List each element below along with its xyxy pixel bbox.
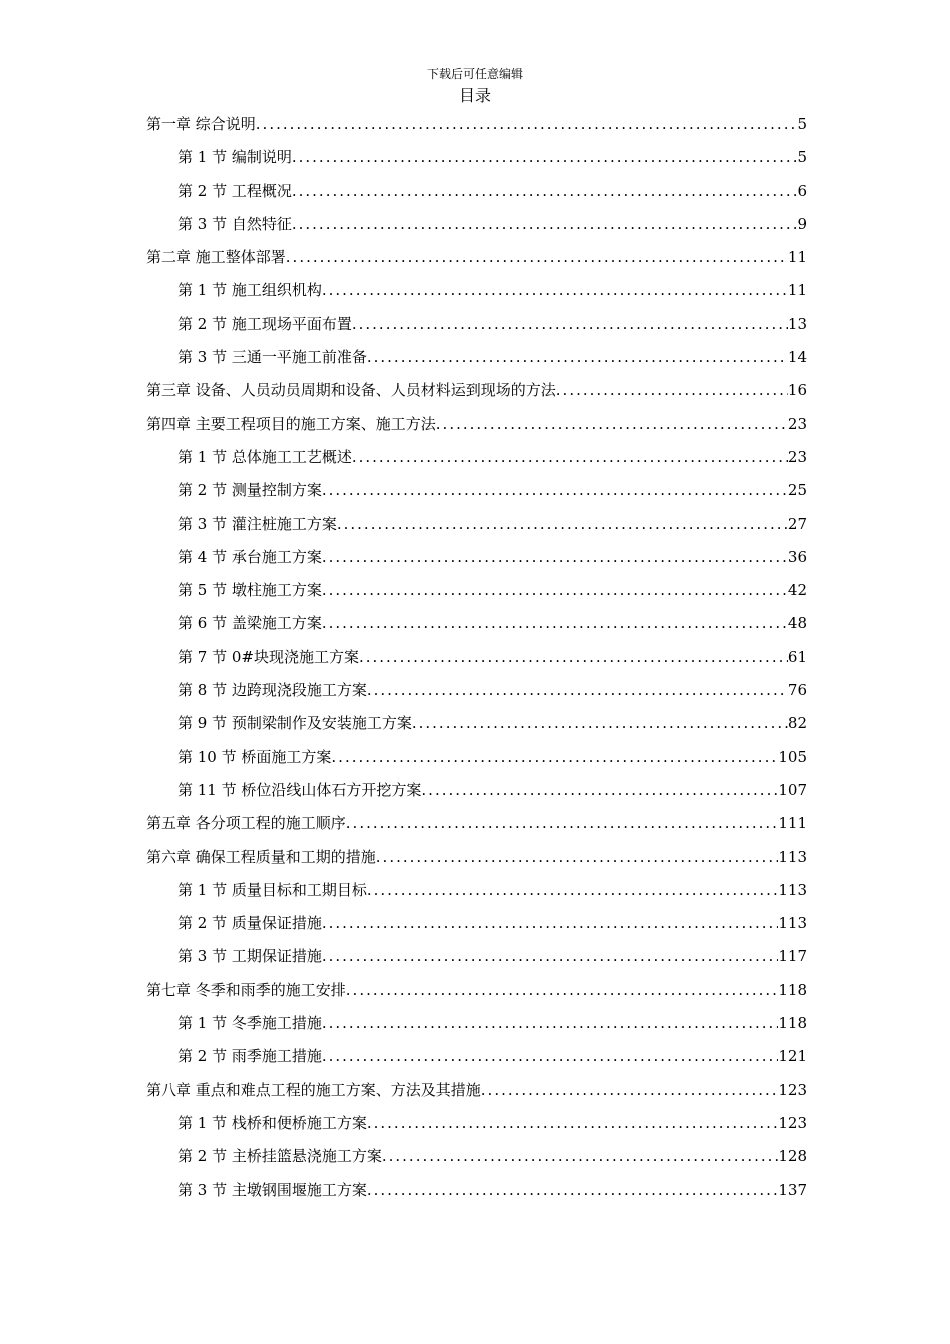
toc-section-entry[interactable] bbox=[146, 707, 807, 740]
toc-entry-page-number: 118 bbox=[778, 1014, 807, 1033]
dot-leader bbox=[367, 1174, 779, 1207]
dot-leader bbox=[421, 774, 778, 807]
toc-entry-label: 第 11 节 桥位沿线山体石方开挖方案 bbox=[178, 780, 422, 799]
toc-entry-page-number: 121 bbox=[778, 1047, 807, 1066]
toc-entry-page-number: 23 bbox=[787, 447, 807, 466]
dot-leader bbox=[346, 807, 779, 840]
dot-leader bbox=[322, 940, 779, 973]
toc-entry-label: 第 4 节 承台施工方案 bbox=[178, 547, 322, 566]
toc-chapter-entry[interactable] bbox=[146, 374, 807, 407]
dot-leader bbox=[376, 841, 779, 874]
dot-leader bbox=[292, 208, 798, 241]
toc-section-entry[interactable] bbox=[146, 274, 807, 307]
toc-entry-label: 第 3 节 三通一平施工前准备 bbox=[178, 348, 367, 367]
toc-entry-label: 第 1 节 施工组织机构 bbox=[178, 281, 322, 300]
toc-entry-page-number: 128 bbox=[778, 1147, 807, 1166]
toc-entry-page-number: 107 bbox=[778, 780, 807, 799]
toc-entry-page-number: 118 bbox=[778, 980, 807, 999]
toc-section-entry[interactable] bbox=[146, 1174, 807, 1207]
dot-leader bbox=[359, 641, 788, 674]
toc-entry-label: 第 3 节 工期保证措施 bbox=[178, 947, 322, 966]
dot-leader bbox=[322, 1040, 779, 1073]
dot-leader bbox=[352, 308, 788, 341]
toc-entry-label: 第 1 节 栈桥和便桥施工方案 bbox=[178, 1113, 367, 1132]
toc-section-entry[interactable] bbox=[146, 907, 807, 940]
toc-section-entry[interactable] bbox=[146, 607, 807, 640]
toc-entry-page-number: 123 bbox=[778, 1080, 807, 1099]
toc-entry-label: 第 3 节 主墩钢围堰施工方案 bbox=[178, 1180, 367, 1199]
toc-chapter-entry[interactable] bbox=[146, 1074, 807, 1107]
toc-entry-page-number: 9 bbox=[797, 214, 807, 233]
dot-leader bbox=[382, 1140, 779, 1173]
toc-section-entry[interactable] bbox=[146, 940, 807, 973]
toc-entry-page-number: 5 bbox=[797, 115, 807, 133]
dot-leader bbox=[331, 741, 778, 774]
toc-entry-page-number: 123 bbox=[778, 1113, 807, 1132]
toc-section-entry[interactable] bbox=[146, 1140, 807, 1173]
dot-leader bbox=[412, 707, 788, 740]
toc-section-entry[interactable] bbox=[146, 674, 807, 707]
toc-entry-label: 第 2 节 雨季施工措施 bbox=[178, 1047, 322, 1066]
toc-section-entry[interactable] bbox=[146, 474, 807, 507]
dot-leader bbox=[322, 607, 788, 640]
toc-entry-label: 第七章 冬季和雨季的施工安排 bbox=[146, 980, 346, 999]
toc-section-entry[interactable] bbox=[146, 208, 807, 241]
dot-leader bbox=[481, 1074, 779, 1107]
toc-entry-label: 第 9 节 预制梁制作及安装施工方案 bbox=[178, 714, 412, 733]
toc-entry-label: 第 1 节 质量目标和工期目标 bbox=[178, 880, 367, 899]
toc-entry-page-number: 113 bbox=[778, 847, 807, 866]
toc-entry-label: 第八章 重点和难点工程的施工方案、方法及其措施 bbox=[146, 1080, 481, 1099]
toc-chapter-entry[interactable] bbox=[146, 841, 807, 874]
toc-entry-label: 第 3 节 灌注桩施工方案 bbox=[178, 514, 337, 533]
toc-section-entry[interactable] bbox=[146, 641, 807, 674]
table-of-contents bbox=[146, 108, 807, 1207]
toc-entry-label: 第 2 节 测量控制方案 bbox=[178, 481, 322, 500]
toc-chapter-entry[interactable] bbox=[146, 108, 807, 141]
toc-chapter-entry[interactable] bbox=[146, 807, 807, 840]
toc-section-entry[interactable] bbox=[146, 341, 807, 374]
toc-entry-page-number: 61 bbox=[787, 647, 807, 666]
toc-entry-page-number: 11 bbox=[787, 248, 807, 267]
dot-leader bbox=[322, 907, 779, 940]
toc-entry-label: 第 5 节 墩柱施工方案 bbox=[178, 581, 322, 600]
toc-entry-page-number: 23 bbox=[787, 414, 807, 433]
toc-section-entry[interactable] bbox=[146, 574, 807, 607]
toc-entry-page-number: 113 bbox=[778, 914, 807, 933]
dot-leader bbox=[436, 408, 788, 441]
toc-entry-page-number: 27 bbox=[787, 514, 807, 533]
toc-chapter-entry[interactable] bbox=[146, 974, 807, 1007]
toc-entry-page-number: 113 bbox=[778, 880, 807, 899]
toc-entry-page-number: 111 bbox=[778, 814, 807, 833]
toc-entry-page-number: 13 bbox=[787, 314, 807, 333]
dot-leader bbox=[322, 1007, 779, 1040]
toc-entry-label: 第一章 综合说明 bbox=[146, 115, 256, 133]
dot-leader bbox=[322, 574, 788, 607]
toc-section-entry[interactable] bbox=[146, 1040, 807, 1073]
toc-section-entry[interactable] bbox=[146, 1007, 807, 1040]
toc-section-entry[interactable] bbox=[146, 1107, 807, 1140]
toc-chapter-entry[interactable] bbox=[146, 408, 807, 441]
download-note: 下载后可任意编辑 bbox=[426, 67, 523, 81]
toc-entry-label: 第 2 节 施工现场平面布置 bbox=[178, 314, 352, 333]
toc-entry-page-number: 5 bbox=[797, 148, 807, 167]
toc-entry-label: 第 2 节 主桥挂篮悬浇施工方案 bbox=[178, 1147, 382, 1166]
dot-leader bbox=[367, 674, 788, 707]
toc-entry-label: 第五章 各分项工程的施工顺序 bbox=[146, 814, 346, 833]
toc-entry-page-number: 25 bbox=[787, 481, 807, 500]
toc-entry-page-number: 105 bbox=[778, 747, 807, 766]
toc-entry-page-number: 6 bbox=[797, 181, 807, 200]
toc-entry-label: 第 2 节 工程概况 bbox=[178, 181, 292, 200]
dot-leader bbox=[322, 541, 788, 574]
toc-section-entry[interactable] bbox=[146, 874, 807, 907]
toc-entry-label: 第 1 节 冬季施工措施 bbox=[178, 1014, 322, 1033]
toc-section-entry[interactable] bbox=[146, 774, 807, 807]
toc-entry-label: 第 2 节 质量保证措施 bbox=[178, 914, 322, 933]
toc-entry-page-number: 11 bbox=[787, 281, 807, 300]
dot-leader bbox=[286, 241, 788, 274]
toc-entry-page-number: 117 bbox=[778, 947, 807, 966]
dot-leader bbox=[322, 474, 788, 507]
dot-leader bbox=[556, 374, 788, 407]
toc-entry-page-number: 82 bbox=[787, 714, 807, 733]
toc-entry-page-number: 42 bbox=[787, 581, 807, 600]
toc-entry-page-number: 14 bbox=[787, 348, 807, 367]
dot-leader bbox=[352, 441, 788, 474]
toc-entry-label: 第六章 确保工程质量和工期的措施 bbox=[146, 847, 376, 866]
toc-entry-page-number: 137 bbox=[778, 1180, 807, 1199]
toc-section-entry[interactable] bbox=[146, 175, 807, 208]
toc-entry-page-number: 16 bbox=[787, 381, 807, 400]
toc-entry-label: 第 1 节 总体施工工艺概述 bbox=[178, 447, 352, 466]
toc-entry-label: 第四章 主要工程项目的施工方案、施工方法 bbox=[146, 414, 436, 433]
toc-section-entry[interactable] bbox=[146, 741, 807, 774]
dot-leader bbox=[322, 274, 788, 307]
toc-entry-label: 第 8 节 边跨现浇段施工方案 bbox=[178, 681, 367, 700]
dot-leader bbox=[292, 141, 798, 174]
dot-leader bbox=[346, 974, 779, 1007]
toc-entry-page-number: 36 bbox=[787, 547, 807, 566]
toc-entry-label: 第 10 节 桥面施工方案 bbox=[178, 747, 332, 766]
toc-entry-page-number: 48 bbox=[787, 614, 807, 633]
toc-entry-label: 第 6 节 盖梁施工方案 bbox=[178, 614, 322, 633]
dot-leader bbox=[256, 108, 798, 141]
dot-leader bbox=[337, 508, 788, 541]
toc-entry-page-number: 76 bbox=[787, 681, 807, 700]
toc-section-entry[interactable] bbox=[146, 441, 807, 474]
dot-leader bbox=[367, 1107, 779, 1140]
dot-leader bbox=[367, 341, 788, 374]
dot-leader bbox=[292, 175, 798, 208]
toc-title: 目录 bbox=[458, 86, 491, 105]
toc-chapter-entry[interactable] bbox=[146, 241, 807, 274]
toc-section-entry[interactable] bbox=[146, 541, 807, 574]
toc-entry-label: 第三章 设备、人员动员周期和设备、人员材料运到现场的方法 bbox=[146, 381, 556, 400]
toc-entry-label: 第 3 节 自然特征 bbox=[178, 214, 292, 233]
toc-entry-label: 第 1 节 编制说明 bbox=[178, 148, 292, 167]
dot-leader bbox=[367, 874, 779, 907]
toc-section-entry[interactable] bbox=[146, 141, 807, 174]
toc-section-entry[interactable] bbox=[146, 508, 807, 541]
toc-section-entry[interactable] bbox=[146, 308, 807, 341]
toc-entry-label: 第 7 节 0#块现浇施工方案 bbox=[178, 647, 359, 666]
toc-entry-label: 第二章 施工整体部署 bbox=[146, 248, 286, 267]
